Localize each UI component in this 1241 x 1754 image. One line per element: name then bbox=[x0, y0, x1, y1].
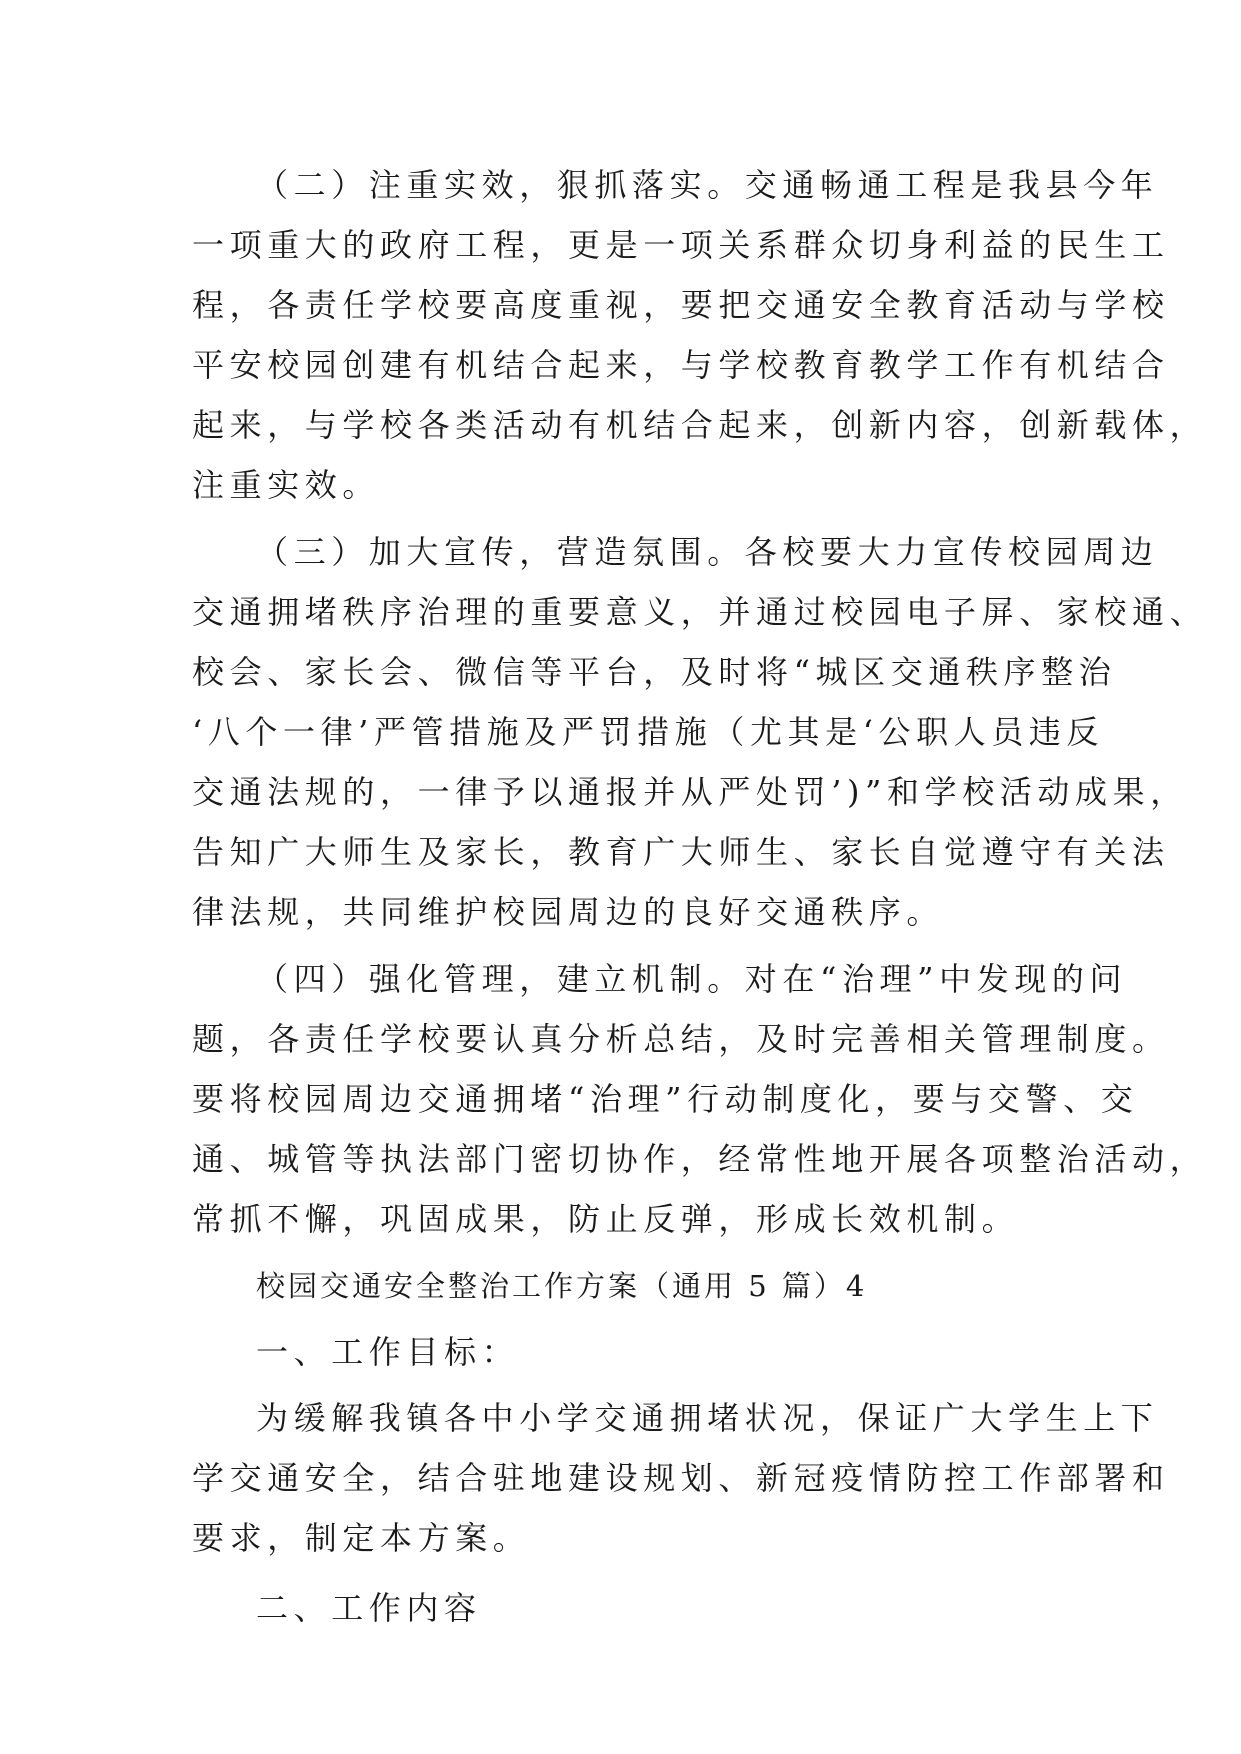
goal-paragraph-line-1: 为缓解我镇各中小学交通拥堵状况，保证广大学生上下 bbox=[256, 1399, 1159, 1437]
paragraph-2-line-4: 平安校园创建有机结合起来，与学校教育教学工作有机结合 bbox=[192, 346, 1170, 384]
heading-work-content: 二、工作内容 bbox=[256, 1589, 482, 1627]
paragraph-4-line-1: （四）强化管理，建立机制。对在“治理”中发现的问 bbox=[256, 960, 1128, 998]
paragraph-4-line-5: 常抓不懈，巩固成果，防止反弹，形成长效机制。 bbox=[192, 1200, 1020, 1238]
goal-paragraph-line-3: 要求，制定本方案。 bbox=[192, 1519, 531, 1557]
paragraph-3-line-6: 告知广大师生及家长，教育广大师生、家长自觉遵守有关法 bbox=[192, 833, 1170, 871]
paragraph-4-line-4: 通、城管等执法部门密切协作，经常性地开展各项整治活动， bbox=[192, 1140, 1208, 1178]
section-title: 校园交通安全整治工作方案（通用 5 篇）4 bbox=[256, 1269, 868, 1303]
paragraph-4-line-2: 题，各责任学校要认真分析总结，及时完善相关管理制度。 bbox=[192, 1020, 1170, 1058]
heading-work-goal: 一、工作目标： bbox=[256, 1333, 520, 1371]
paragraph-2-line-2: 一项重大的政府工程，更是一项关系群众切身利益的民生工 bbox=[192, 226, 1170, 264]
paragraph-2-line-5: 起来，与学校各类活动有机结合起来，创新内容，创新载体， bbox=[192, 406, 1208, 444]
paragraph-2-line-1: （二）注重实效，狠抓落实。交通畅通工程是我县今年 bbox=[256, 166, 1159, 204]
paragraph-3-line-3: 校会、家长会、微信等平台，及时将“城区交通秩序整治 bbox=[192, 653, 1117, 691]
paragraph-4-line-3: 要将校园周边交通拥堵“治理”行动制度化，要与交警、交 bbox=[192, 1080, 1139, 1118]
paragraph-2-line-3: 程，各责任学校要高度重视，要把交通安全教育活动与学校 bbox=[192, 286, 1170, 324]
paragraph-3-line-4: ‘八个一律’严管措施及严罚措施（尤其是‘公职人员违反 bbox=[192, 713, 1105, 751]
paragraph-3-line-1: （三）加大宣传，营造氛围。各校要大力宣传校园周边 bbox=[256, 533, 1159, 571]
paragraph-3-line-7: 律法规，共同维护校园周边的良好交通秩序。 bbox=[192, 893, 945, 931]
paragraph-3-line-2: 交通拥堵秩序治理的重要意义，并通过校园电子屏、家校通、 bbox=[192, 593, 1208, 631]
paragraph-2-line-6: 注重实效。 bbox=[192, 466, 381, 504]
paragraph-3-line-5: 交通法规的，一律予以通报并从严处罚’)”和学校活动成果， bbox=[192, 773, 1188, 811]
goal-paragraph-line-2: 学交通安全，结合驻地建设规划、新冠疫情防控工作部署和 bbox=[192, 1459, 1170, 1497]
